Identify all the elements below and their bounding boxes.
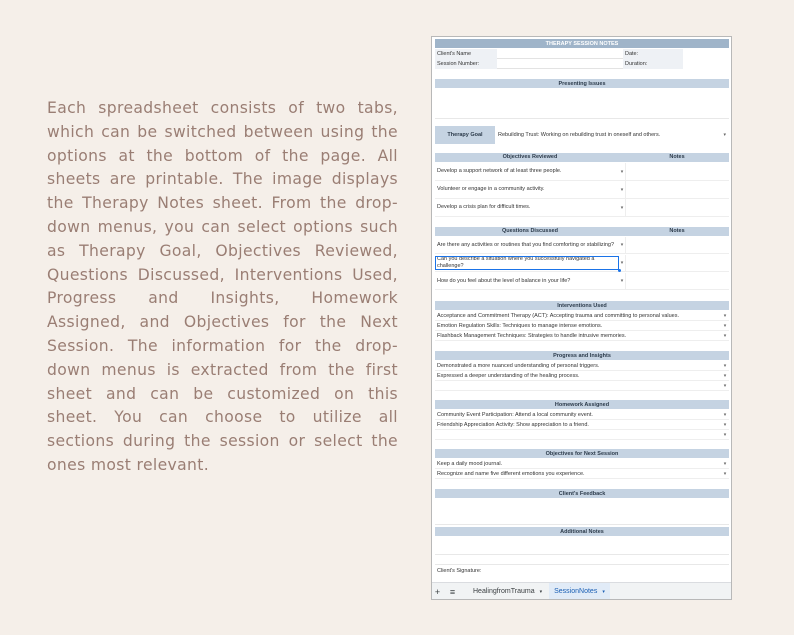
- tab-dropdown-icon[interactable]: ▾: [602, 588, 605, 595]
- dropdown-icon[interactable]: ▾: [620, 186, 624, 193]
- homework-row[interactable]: [435, 430, 729, 440]
- dropdown-icon[interactable]: ▾: [723, 411, 727, 418]
- objective-row[interactable]: [435, 199, 729, 217]
- session-info-row: [435, 59, 729, 69]
- client-name-label: Client's Name: [435, 49, 497, 59]
- dropdown-icon[interactable]: ▾: [620, 242, 624, 248]
- objective-text: Develop a support network of at least three people.: [437, 168, 562, 174]
- notes-cell[interactable]: [625, 237, 729, 253]
- notes-cell[interactable]: [625, 255, 729, 271]
- question-text-selected[interactable]: Can you describe a situation where you successfully navigated a challenge?: [435, 256, 619, 270]
- clients-feedback-header: Client's Feedback: [435, 489, 729, 498]
- objective-text: Volunteer or engage in a community activity.: [437, 186, 545, 192]
- all-sheets-menu-icon[interactable]: ≡: [449, 586, 456, 597]
- dropdown-icon[interactable]: ▾: [723, 372, 727, 379]
- questions-discussed-header: [435, 227, 729, 236]
- intervention-text: Flashback Management Techniques: Strategies to handle intrusive memories.: [437, 332, 627, 339]
- clients-feedback-cell[interactable]: [435, 499, 729, 525]
- therapy-goal-label: Therapy Goal: [435, 126, 495, 144]
- homework-row[interactable]: [435, 420, 729, 430]
- dropdown-icon[interactable]: ▾: [723, 470, 727, 477]
- additional-notes-cell[interactable]: [435, 537, 729, 555]
- questions-discussed-title: Questions Discussed: [502, 228, 558, 234]
- dropdown-icon[interactable]: ▾: [620, 278, 624, 284]
- date-label: Date:: [623, 49, 683, 59]
- progress-row[interactable]: [435, 381, 729, 391]
- duration-label: Duration:: [623, 59, 683, 69]
- intervention-row[interactable]: [435, 321, 729, 331]
- progress-text: Expressed a deeper understanding of the healing process.: [437, 372, 580, 379]
- dropdown-icon[interactable]: ▾: [723, 312, 727, 319]
- question-row[interactable]: [435, 255, 729, 272]
- dropdown-icon[interactable]: ▾: [723, 362, 727, 369]
- dropdown-icon[interactable]: ▾: [723, 431, 727, 438]
- notes-cell[interactable]: [625, 273, 729, 289]
- question-row[interactable]: [435, 237, 729, 254]
- question-row[interactable]: [435, 273, 729, 290]
- additional-notes-cell[interactable]: [435, 555, 729, 565]
- objectives-reviewed-title: Objectives Reviewed: [502, 154, 558, 160]
- intervention-row[interactable]: [435, 331, 729, 341]
- sheet-tabs-bar: [432, 582, 731, 600]
- progress-text: Demonstrated a more nuanced understanding of personal triggers.: [437, 362, 600, 369]
- dropdown-icon[interactable]: ▾: [723, 460, 727, 467]
- dropdown-icon[interactable]: ▾: [620, 204, 624, 211]
- add-sheet-icon[interactable]: +: [434, 586, 441, 597]
- objective-row[interactable]: [435, 181, 729, 199]
- notes-cell[interactable]: [625, 163, 729, 180]
- progress-row[interactable]: [435, 361, 729, 371]
- dropdown-icon[interactable]: ▾: [723, 332, 727, 339]
- homework-row[interactable]: [435, 410, 729, 420]
- objectives-notes-title: Notes: [669, 154, 685, 160]
- progress-insights-header: Progress and Insights: [435, 351, 729, 360]
- tab-label: HealingfromTrauma: [473, 588, 535, 595]
- question-text: How do you feel about the level of balance in your life?: [437, 277, 571, 284]
- therapy-goal-value[interactable]: Rebuilding Trust: Working on rebuilding trust in oneself and others.: [498, 132, 661, 138]
- tab-healingfromtrauma[interactable]: [468, 583, 547, 600]
- intervention-text: Emotion Regulation Skills: Techniques to manage intense emotions.: [437, 322, 603, 329]
- clients-signature-label: Client's Signature:: [437, 568, 482, 574]
- therapy-goal-row: [435, 126, 729, 144]
- session-number-label: Session Number:: [435, 59, 497, 69]
- objective-next-row[interactable]: [435, 469, 729, 479]
- dropdown-icon[interactable]: ▾: [620, 260, 624, 266]
- tab-sessionnotes[interactable]: [549, 583, 610, 600]
- client-name-cell[interactable]: [497, 49, 623, 59]
- objective-row[interactable]: [435, 163, 729, 181]
- objective-next-text: Keep a daily mood journal.: [437, 460, 503, 467]
- date-cell[interactable]: [683, 49, 729, 59]
- notes-cell[interactable]: [625, 199, 729, 216]
- client-info-row: [435, 49, 729, 59]
- homework-text: Friendship Appreciation Activity: Show appreciation to a friend.: [437, 421, 589, 428]
- homework-text: Community Event Participation: Attend a local community event.: [437, 411, 593, 418]
- objectives-reviewed-header: [435, 153, 729, 162]
- interventions-used-header: Interventions Used: [435, 301, 729, 310]
- duration-cell[interactable]: [683, 59, 729, 69]
- sheet-title: THERAPY SESSION NOTES: [435, 39, 729, 48]
- dropdown-icon[interactable]: ▾: [723, 382, 727, 389]
- presenting-issues-header: Presenting Issues: [435, 79, 729, 88]
- description-text: Each spreadsheet consists of two tabs, which can be switched between using the options at the bottom of the page. All sheets are printable. The image displays the Therapy Notes sheet. From the drop-down menus, you can select options such as Therapy Goal, Objectives Reviewed, Questions Discussed, Interventions Used, Progress and Insights, Homework Assigned, and Objectives for the Next Session. The information for the drop-down menus is extracted from the first sheet and can be customized on this sheet. You can choose to utilize all sections during the session or select the ones most relevant.: [47, 99, 398, 474]
- intervention-text: Acceptance and Commitment Therapy (ACT): Accepting trauma and committing to personal values.: [437, 312, 680, 319]
- progress-row[interactable]: [435, 371, 729, 381]
- objective-text: Develop a crisis plan for difficult times.: [437, 204, 531, 210]
- additional-notes-header: Additional Notes: [435, 527, 729, 536]
- spreadsheet-screenshot: [431, 36, 732, 600]
- intervention-row[interactable]: [435, 311, 729, 321]
- therapy-goal-dropdown-icon[interactable]: ▾: [723, 132, 726, 138]
- notes-cell[interactable]: [625, 181, 729, 198]
- tab-label: SessionNotes: [554, 588, 598, 595]
- dropdown-icon[interactable]: ▾: [620, 168, 624, 175]
- objectives-next-header: Objectives for Next Session: [435, 449, 729, 458]
- objective-next-row[interactable]: [435, 459, 729, 469]
- tab-dropdown-icon[interactable]: ▾: [539, 588, 543, 595]
- dropdown-icon[interactable]: ▾: [723, 322, 727, 329]
- session-number-cell[interactable]: [497, 59, 623, 69]
- questions-notes-title: Notes: [669, 228, 685, 234]
- presenting-issues-cell[interactable]: [435, 89, 729, 119]
- homework-assigned-header: Homework Assigned: [435, 400, 729, 409]
- therapy-notes-sheet: [435, 39, 729, 580]
- objective-next-text: Recognize and name five different emotions you experience.: [437, 470, 585, 477]
- dropdown-icon[interactable]: ▾: [723, 421, 727, 428]
- question-text: Are there any activities or routines that you find comforting or stabilizing?: [437, 241, 615, 248]
